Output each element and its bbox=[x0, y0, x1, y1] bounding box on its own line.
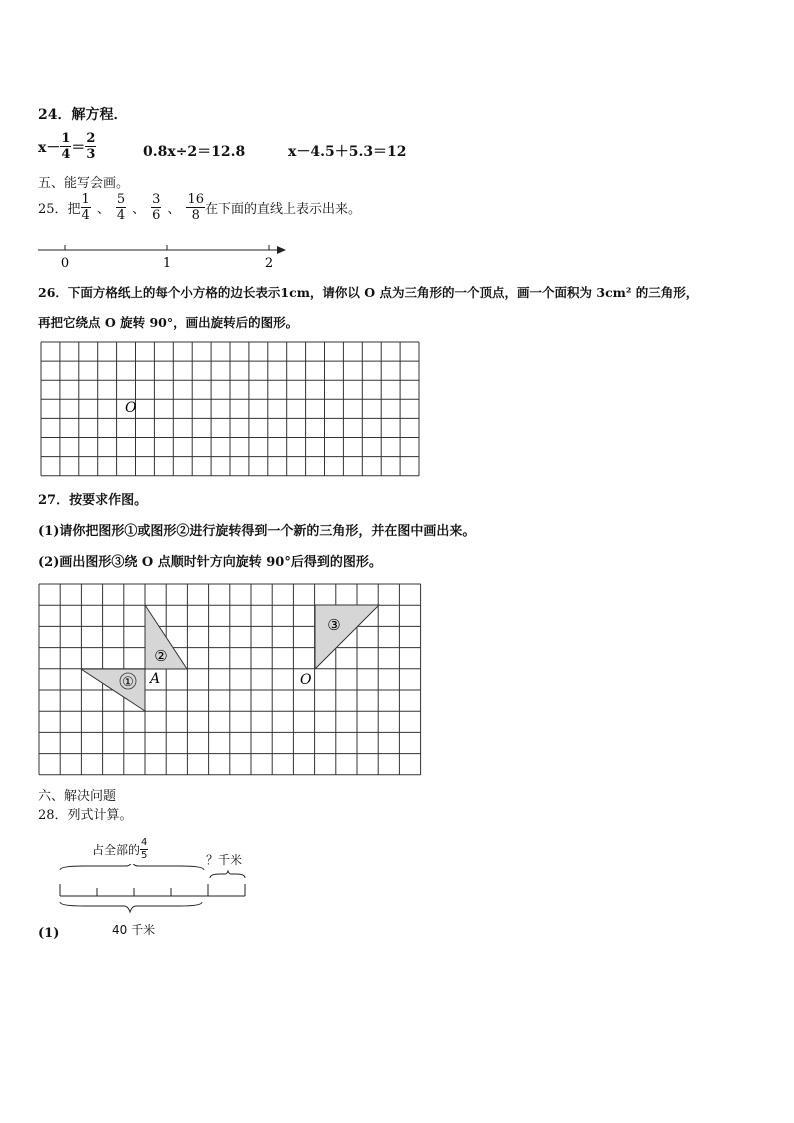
q27-part-1: (1)请你把图形①或图形②进行旋转得到一个新的三角形，并在图中画出来。 bbox=[38, 524, 476, 539]
bottom-brace bbox=[60, 902, 202, 912]
q26-line-2: 再把它绕点 O 旋转 90°，画出旋转后的图形。 bbox=[38, 315, 299, 330]
q24-title: 解方程． bbox=[71, 107, 128, 123]
eq1-lhs: x－ bbox=[38, 139, 61, 156]
point-a-label: A bbox=[150, 671, 161, 687]
point-o-label: O bbox=[300, 672, 312, 688]
q26-grid bbox=[40, 341, 422, 477]
q28-bottom-label: 40 千米 bbox=[112, 923, 156, 937]
number-line bbox=[34, 240, 294, 272]
q28-top-label: 占全部的 $\frac{4}{5}$ bbox=[92, 837, 148, 861]
q25-fraction-3: $\frac{3}{6}$ bbox=[152, 192, 161, 223]
tick-label-0: 0 bbox=[60, 256, 70, 271]
q24-equation-2: 0.8x÷2＝12.8 bbox=[143, 144, 246, 160]
eq1-fraction-2: $\frac{2}{3}$ bbox=[86, 131, 96, 162]
triangle-2-label: ② bbox=[154, 647, 168, 665]
top-brace bbox=[60, 864, 204, 870]
eq1-equals: ＝ bbox=[71, 139, 86, 156]
q25-suffix: 在下面的直线上表示出来。 bbox=[204, 202, 361, 217]
q28-segment-diagram bbox=[54, 864, 254, 920]
triangle-3 bbox=[315, 605, 379, 669]
q28-question-label: ？千米 bbox=[206, 853, 243, 867]
q25-prefix: 25．把 bbox=[38, 202, 81, 217]
tick-label-1: 1 bbox=[162, 256, 172, 271]
q25-fraction-4: $\frac{16}{8}$ bbox=[187, 192, 204, 223]
triangle-1-label: ① bbox=[122, 675, 134, 690]
section-6-heading: 六、解决问题 bbox=[38, 789, 117, 804]
tick-label-2: 2 bbox=[264, 256, 274, 271]
q27-part-2: (2)画出图形③绕 O 点顺时针方向旋转 90°后得到的图形。 bbox=[38, 555, 382, 570]
section-5-heading: 五、能写会画。 bbox=[38, 176, 130, 191]
eq1-fraction-1: $\frac{1}{4}$ bbox=[61, 131, 71, 162]
number-line-arrow bbox=[277, 246, 286, 254]
triangle-3-label: ③ bbox=[327, 616, 341, 634]
q26-line-1: 26．下面方格纸上的每个小方格的边长表示1cm，请你以 O 点为三角形的一个顶点，画一个面积为 3cm² 的三角形， bbox=[38, 285, 699, 300]
q28-part-1: (1) bbox=[38, 926, 60, 941]
q24-equation-3: x－4.5＋5.3＝12 bbox=[288, 144, 407, 160]
q27-title: 27．按要求作图。 bbox=[38, 493, 148, 508]
q25-fraction-1: $\frac{1}{4}$ bbox=[81, 192, 90, 223]
q25-fraction-2: $\frac{5}{4}$ bbox=[116, 192, 126, 223]
q24-number: 24． bbox=[38, 107, 72, 123]
q28-title: 28．列式计算。 bbox=[38, 808, 133, 823]
q27-grid bbox=[38, 580, 424, 776]
q28-top-fraction: $\frac{4}{5}$ bbox=[141, 837, 148, 861]
q26-point-o-label: O bbox=[125, 400, 137, 416]
question-brace bbox=[210, 871, 245, 878]
q25-question: 25．把 $\frac{1}{4}$ 、 $\frac{5}{4}$ 、 $\frac{3}{6}$ 、 $\frac{16}{8}$ 在下面的直线上表示出来。 bbox=[38, 192, 361, 223]
q24-heading bbox=[38, 104, 127, 124]
q24-equation-1 bbox=[38, 132, 96, 161]
